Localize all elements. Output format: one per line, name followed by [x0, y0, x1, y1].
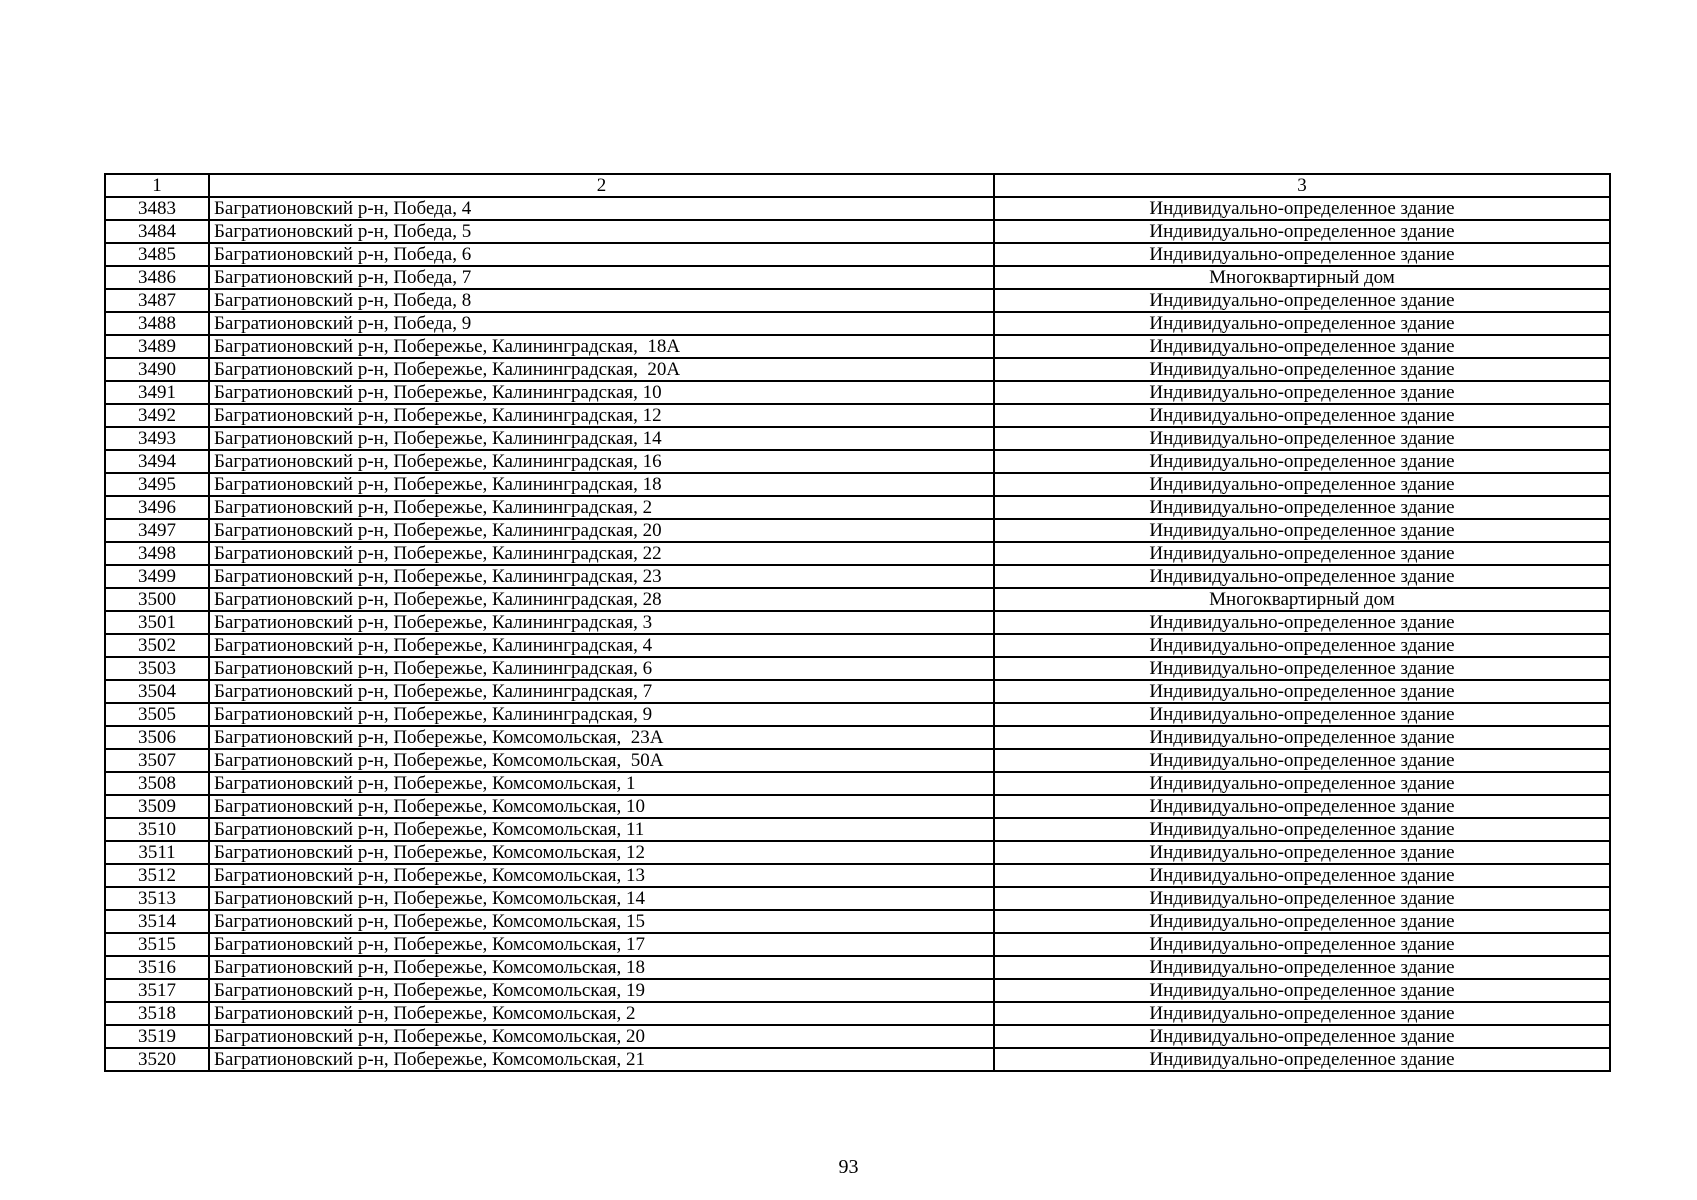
table-row [105, 335, 1610, 358]
table-row [105, 565, 1610, 588]
object-type-cell: Индивидуально-определенное здание [994, 335, 1610, 358]
table-row [105, 933, 1610, 956]
table-row [105, 818, 1610, 841]
row-number-cell: 3516 [105, 956, 209, 979]
object-type-cell: Индивидуально-определенное здание [994, 726, 1610, 749]
address-cell: Багратионовский р-н, Побережье, Калининградская, 16 [209, 450, 994, 473]
table-row [105, 611, 1610, 634]
address-cell: Багратионовский р-н, Побережье, Комсомольская, 14 [209, 887, 994, 910]
address-cell: Багратионовский р-н, Побережье, Комсомольская, 13 [209, 864, 994, 887]
row-number-cell: 3483 [105, 197, 209, 220]
object-type-cell: Индивидуально-определенное здание [994, 749, 1610, 772]
address-cell: Багратионовский р-н, Побережье, Комсомольская, 21 [209, 1048, 994, 1071]
object-type-cell: Индивидуально-определенное здание [994, 220, 1610, 243]
object-type-cell: Индивидуально-определенное здание [994, 289, 1610, 312]
table-row [105, 864, 1610, 887]
object-type-cell: Индивидуально-определенное здание [994, 864, 1610, 887]
table-row [105, 749, 1610, 772]
object-type-cell: Индивидуально-определенное здание [994, 565, 1610, 588]
table-row [105, 634, 1610, 657]
table-row [105, 496, 1610, 519]
address-cell: Багратионовский р-н, Побережье, Калининградская, 18 [209, 473, 994, 496]
table-row [105, 358, 1610, 381]
address-cell: Багратионовский р-н, Побережье, Калининградская, 4 [209, 634, 994, 657]
row-number-cell: 3517 [105, 979, 209, 1002]
address-cell: Багратионовский р-н, Побережье, Комсомольская, 17 [209, 933, 994, 956]
row-number-cell: 3501 [105, 611, 209, 634]
address-cell: Багратионовский р-н, Побережье, Калининградская, 28 [209, 588, 994, 611]
table-row [105, 657, 1610, 680]
page-number: 93 [838, 1156, 859, 1178]
table-row [105, 910, 1610, 933]
object-type-cell: Индивидуально-определенное здание [994, 1025, 1610, 1048]
address-cell: Багратионовский р-н, Побережье, Калининградская, 14 [209, 427, 994, 450]
row-number-cell: 3519 [105, 1025, 209, 1048]
table-row [105, 427, 1610, 450]
row-number-cell: 3512 [105, 864, 209, 887]
object-type-cell: Индивидуально-определенное здание [994, 1048, 1610, 1071]
address-cell: Багратионовский р-н, Побережье, Комсомольская, 15 [209, 910, 994, 933]
object-type-cell: Индивидуально-определенное здание [994, 404, 1610, 427]
address-cell: Багратионовский р-н, Побережье, Калининградская, 7 [209, 680, 994, 703]
table-row [105, 841, 1610, 864]
row-number-cell: 3491 [105, 381, 209, 404]
row-number-cell: 3509 [105, 795, 209, 818]
object-type-cell: Многоквартирный дом [994, 588, 1610, 611]
row-number-cell: 3496 [105, 496, 209, 519]
row-number-cell: 3499 [105, 565, 209, 588]
object-type-cell: Индивидуально-определенное здание [994, 634, 1610, 657]
row-number-cell: 3508 [105, 772, 209, 795]
row-number-cell: 3506 [105, 726, 209, 749]
table-row [105, 289, 1610, 312]
table-row [105, 404, 1610, 427]
object-type-cell: Индивидуально-определенное здание [994, 358, 1610, 381]
address-cell: Багратионовский р-н, Побережье, Комсомольская, 18 [209, 956, 994, 979]
table-row [105, 680, 1610, 703]
address-cell: Багратионовский р-н, Побережье, Комсомольская, 50А [209, 749, 994, 772]
address-cell: Багратионовский р-н, Побережье, Калининградская, 3 [209, 611, 994, 634]
address-cell: Багратионовский р-н, Побережье, Комсомольская, 20 [209, 1025, 994, 1048]
object-type-cell: Индивидуально-определенное здание [994, 427, 1610, 450]
row-number-cell: 3511 [105, 841, 209, 864]
address-cell: Багратионовский р-н, Побережье, Калининградская, 2 [209, 496, 994, 519]
table-row [105, 312, 1610, 335]
address-cell: Багратионовский р-н, Побережье, Калининградская, 20 [209, 519, 994, 542]
table-row [105, 519, 1610, 542]
row-number-cell: 3497 [105, 519, 209, 542]
table-row [105, 266, 1610, 289]
row-number-cell: 3503 [105, 657, 209, 680]
table-row [105, 1048, 1610, 1071]
table-row [105, 450, 1610, 473]
object-type-cell: Индивидуально-определенное здание [994, 887, 1610, 910]
row-number-cell: 3510 [105, 818, 209, 841]
address-cell: Багратионовский р-н, Победа, 4 [209, 197, 994, 220]
address-cell: Багратионовский р-н, Побережье, Калининградская, 9 [209, 703, 994, 726]
table-row [105, 979, 1610, 1002]
object-type-cell: Индивидуально-определенное здание [994, 312, 1610, 335]
row-number-cell: 3520 [105, 1048, 209, 1071]
row-number-cell: 3487 [105, 289, 209, 312]
object-type-cell: Индивидуально-определенное здание [994, 1002, 1610, 1025]
table-row [105, 726, 1610, 749]
address-cell: Багратионовский р-н, Побережье, Калининградская, 23 [209, 565, 994, 588]
address-cell: Багратионовский р-н, Победа, 8 [209, 289, 994, 312]
address-cell: Багратионовский р-н, Побережье, Калининградская, 6 [209, 657, 994, 680]
table-row [105, 243, 1610, 266]
table-row [105, 956, 1610, 979]
object-type-cell: Индивидуально-определенное здание [994, 243, 1610, 266]
address-cell: Багратионовский р-н, Побережье, Комсомольская, 11 [209, 818, 994, 841]
object-type-cell: Индивидуально-определенное здание [994, 772, 1610, 795]
object-type-cell: Индивидуально-определенное здание [994, 450, 1610, 473]
row-number-cell: 3507 [105, 749, 209, 772]
address-cell: Багратионовский р-н, Побережье, Комсомольская, 1 [209, 772, 994, 795]
object-type-cell: Индивидуально-определенное здание [994, 795, 1610, 818]
row-number-cell: 3490 [105, 358, 209, 381]
row-number-cell: 3489 [105, 335, 209, 358]
address-cell: Багратионовский р-н, Побережье, Калининградская, 18А [209, 335, 994, 358]
address-cell: Багратионовский р-н, Побережье, Комсомольская, 19 [209, 979, 994, 1002]
object-type-cell: Индивидуально-определенное здание [994, 933, 1610, 956]
row-number-cell: 3493 [105, 427, 209, 450]
table-row [105, 473, 1610, 496]
object-type-cell: Индивидуально-определенное здание [994, 611, 1610, 634]
row-number-cell: 3498 [105, 542, 209, 565]
row-number-cell: 3505 [105, 703, 209, 726]
table-row [105, 703, 1610, 726]
object-type-cell: Индивидуально-определенное здание [994, 473, 1610, 496]
object-type-cell: Индивидуально-определенное здание [994, 841, 1610, 864]
object-type-cell: Индивидуально-определенное здание [994, 542, 1610, 565]
row-number-cell: 3500 [105, 588, 209, 611]
row-number-cell: 3515 [105, 933, 209, 956]
object-type-cell: Индивидуально-определенное здание [994, 703, 1610, 726]
row-number-cell: 3495 [105, 473, 209, 496]
row-number-cell: 3514 [105, 910, 209, 933]
object-type-cell: Индивидуально-определенное здание [994, 197, 1610, 220]
row-number-cell: 3485 [105, 243, 209, 266]
header-col-1: 1 [105, 174, 209, 197]
address-cell: Багратионовский р-н, Победа, 6 [209, 243, 994, 266]
table-row [105, 1025, 1610, 1048]
table-row [105, 220, 1610, 243]
object-type-cell: Индивидуально-определенное здание [994, 381, 1610, 404]
object-type-cell: Индивидуально-определенное здание [994, 496, 1610, 519]
table-row [105, 542, 1610, 565]
address-cell: Багратионовский р-н, Победа, 5 [209, 220, 994, 243]
table-row [105, 1002, 1610, 1025]
registry-table [104, 173, 1611, 1072]
address-cell: Багратионовский р-н, Побережье, Калининградская, 22 [209, 542, 994, 565]
object-type-cell: Индивидуально-определенное здание [994, 519, 1610, 542]
table-row [105, 772, 1610, 795]
table-row [105, 381, 1610, 404]
row-number-cell: 3518 [105, 1002, 209, 1025]
address-cell: Багратионовский р-н, Побережье, Калининградская, 12 [209, 404, 994, 427]
address-cell: Багратионовский р-н, Побережье, Комсомольская, 10 [209, 795, 994, 818]
row-number-cell: 3486 [105, 266, 209, 289]
table-row [105, 795, 1610, 818]
address-cell: Багратионовский р-н, Победа, 9 [209, 312, 994, 335]
address-cell: Багратионовский р-н, Побережье, Комсомольская, 2 [209, 1002, 994, 1025]
address-cell: Багратионовский р-н, Побережье, Калининградская, 20А [209, 358, 994, 381]
row-number-cell: 3502 [105, 634, 209, 657]
header-col-3: 3 [994, 174, 1610, 197]
row-number-cell: 3488 [105, 312, 209, 335]
header-col-2: 2 [209, 174, 994, 197]
table-row [105, 588, 1610, 611]
object-type-cell: Индивидуально-определенное здание [994, 657, 1610, 680]
row-number-cell: 3494 [105, 450, 209, 473]
object-type-cell: Индивидуально-определенное здание [994, 910, 1610, 933]
table-row [105, 887, 1610, 910]
object-type-cell: Индивидуально-определенное здание [994, 956, 1610, 979]
object-type-cell: Индивидуально-определенное здание [994, 680, 1610, 703]
table-body [105, 197, 1610, 1071]
row-number-cell: 3513 [105, 887, 209, 910]
row-number-cell: 3504 [105, 680, 209, 703]
address-cell: Багратионовский р-н, Побережье, Комсомольская, 23А [209, 726, 994, 749]
address-cell: Багратионовский р-н, Побережье, Комсомольская, 12 [209, 841, 994, 864]
row-number-cell: 3484 [105, 220, 209, 243]
address-cell: Багратионовский р-н, Побережье, Калининградская, 10 [209, 381, 994, 404]
address-cell: Багратионовский р-н, Победа, 7 [209, 266, 994, 289]
object-type-cell: Индивидуально-определенное здание [994, 979, 1610, 1002]
table-header-row [105, 174, 1610, 197]
object-type-cell: Многоквартирный дом [994, 266, 1610, 289]
object-type-cell: Индивидуально-определенное здание [994, 818, 1610, 841]
table-row [105, 197, 1610, 220]
row-number-cell: 3492 [105, 404, 209, 427]
